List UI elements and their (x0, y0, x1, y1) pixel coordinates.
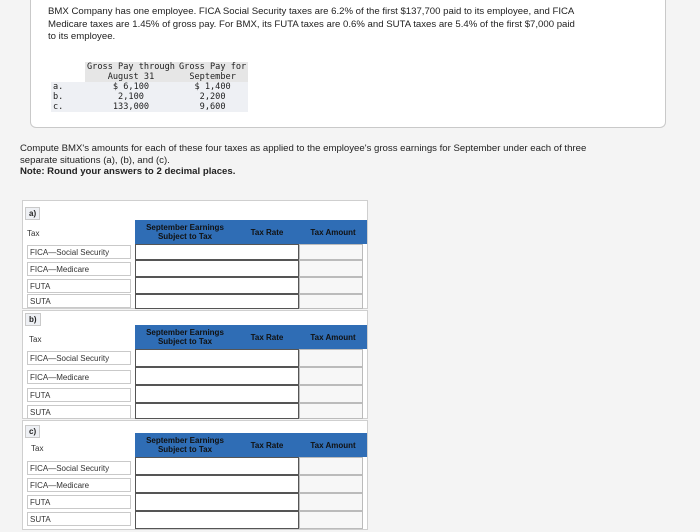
through-august-value: 133,000 (85, 102, 177, 112)
row-label-medicare: FICA—Medicare (27, 262, 131, 276)
amount-input-medicare[interactable] (299, 260, 363, 277)
earnings-input-suta[interactable] (135, 511, 299, 529)
row-label: b. (51, 92, 85, 102)
amount-input-futa[interactable] (299, 493, 363, 511)
row-label: a. (51, 82, 85, 92)
amount-input-medicare[interactable] (299, 475, 363, 493)
amount-input-social-security[interactable] (299, 457, 363, 475)
earnings-input-suta[interactable] (135, 294, 299, 309)
section-letter: b) (25, 313, 41, 326)
earnings-column-header: September Earnings Subject to Tax (135, 433, 235, 457)
problem-line-1: BMX Company has one employee. FICA Social Security taxes are 6.2% of the first $137,700 paid to its employee, and FICA (48, 6, 575, 17)
instructions-line-1: Compute BMX's amounts for each of these four taxes as applied to the employee's gross earnings for September under each of three (20, 143, 587, 154)
rate-column-header: Tax Rate (235, 220, 299, 244)
amount-input-futa[interactable] (299, 277, 363, 294)
earnings-input-medicare[interactable] (135, 260, 299, 277)
through-august-value: $ 6,100 (85, 82, 177, 92)
september-value: 9,600 (177, 102, 248, 112)
section-letter: c) (25, 425, 40, 438)
earnings-input-medicare[interactable] (135, 475, 299, 493)
gross-pay-table (51, 62, 248, 112)
table-row (51, 102, 248, 112)
earnings-input-suta[interactable] (135, 403, 299, 419)
section-c (22, 420, 368, 530)
row-label-medicare: FICA—Medicare (27, 370, 131, 384)
earnings-input-medicare[interactable] (135, 367, 299, 385)
amount-input-suta[interactable] (299, 511, 363, 529)
amount-column-header: Tax Amount (299, 220, 367, 244)
row-label-futa: FUTA (27, 388, 131, 402)
row-label-social-security: FICA—Social Security (27, 351, 131, 365)
tax-column-header: Tax (27, 229, 40, 238)
earnings-column-header: September Earnings Subject to Tax (135, 325, 235, 349)
amount-input-suta[interactable] (299, 294, 363, 309)
september-value: $ 1,400 (177, 82, 248, 92)
tax-column-header: Tax (29, 335, 42, 344)
row-label-futa: FUTA (27, 279, 131, 293)
earnings-input-social-security[interactable] (135, 349, 299, 367)
instructions (20, 143, 680, 178)
through-august-value: 2,100 (85, 92, 177, 102)
amount-input-futa[interactable] (299, 385, 363, 403)
row-label-medicare: FICA—Medicare (27, 478, 131, 492)
row-label-social-security: FICA—Social Security (27, 461, 131, 475)
earnings-input-futa[interactable] (135, 385, 299, 403)
header-gross-through-august: Gross Pay through August 31 (87, 62, 175, 82)
section-a (22, 200, 368, 309)
table-row (51, 82, 248, 92)
amount-input-social-security[interactable] (299, 349, 363, 367)
section-letter: a) (25, 207, 40, 220)
earnings-input-social-security[interactable] (135, 457, 299, 475)
instructions-line-2: separate situations (a), (b), and (c). (20, 154, 170, 166)
row-label-suta: SUTA (27, 512, 131, 526)
row-label: c. (51, 102, 85, 112)
amount-input-medicare[interactable] (299, 367, 363, 385)
amount-column-header: Tax Amount (299, 325, 367, 349)
september-value: 2,200 (177, 92, 248, 102)
amount-input-suta[interactable] (299, 403, 363, 419)
row-label-social-security: FICA—Social Security (27, 245, 131, 259)
rate-column-header: Tax Rate (235, 325, 299, 349)
amount-input-social-security[interactable] (299, 244, 363, 260)
rate-column-header: Tax Rate (235, 433, 299, 457)
header-gross-september: Gross Pay for September (178, 62, 247, 82)
amount-column-header: Tax Amount (299, 433, 367, 457)
problem-line-3: to its employee. (48, 31, 116, 42)
problem-panel (30, 0, 666, 128)
earnings-input-social-security[interactable] (135, 244, 299, 260)
row-label-futa: FUTA (27, 495, 131, 509)
row-label-suta: SUTA (27, 405, 131, 419)
tax-column-header: Tax (31, 444, 44, 453)
row-label-suta: SUTA (27, 294, 131, 308)
table-row (51, 92, 248, 102)
earnings-input-futa[interactable] (135, 493, 299, 511)
section-b (22, 310, 368, 419)
rounding-note: Note: Round your answers to 2 decimal places. (20, 166, 236, 177)
problem-line-2: Medicare taxes are 1.45% of gross pay. For BMX, its FUTA taxes are 0.6% and SUTA taxes are 5.4% of the first $7,000 paid (48, 18, 575, 30)
earnings-input-futa[interactable] (135, 277, 299, 294)
problem-statement (48, 6, 648, 44)
earnings-column-header: September Earnings Subject to Tax (135, 220, 235, 244)
